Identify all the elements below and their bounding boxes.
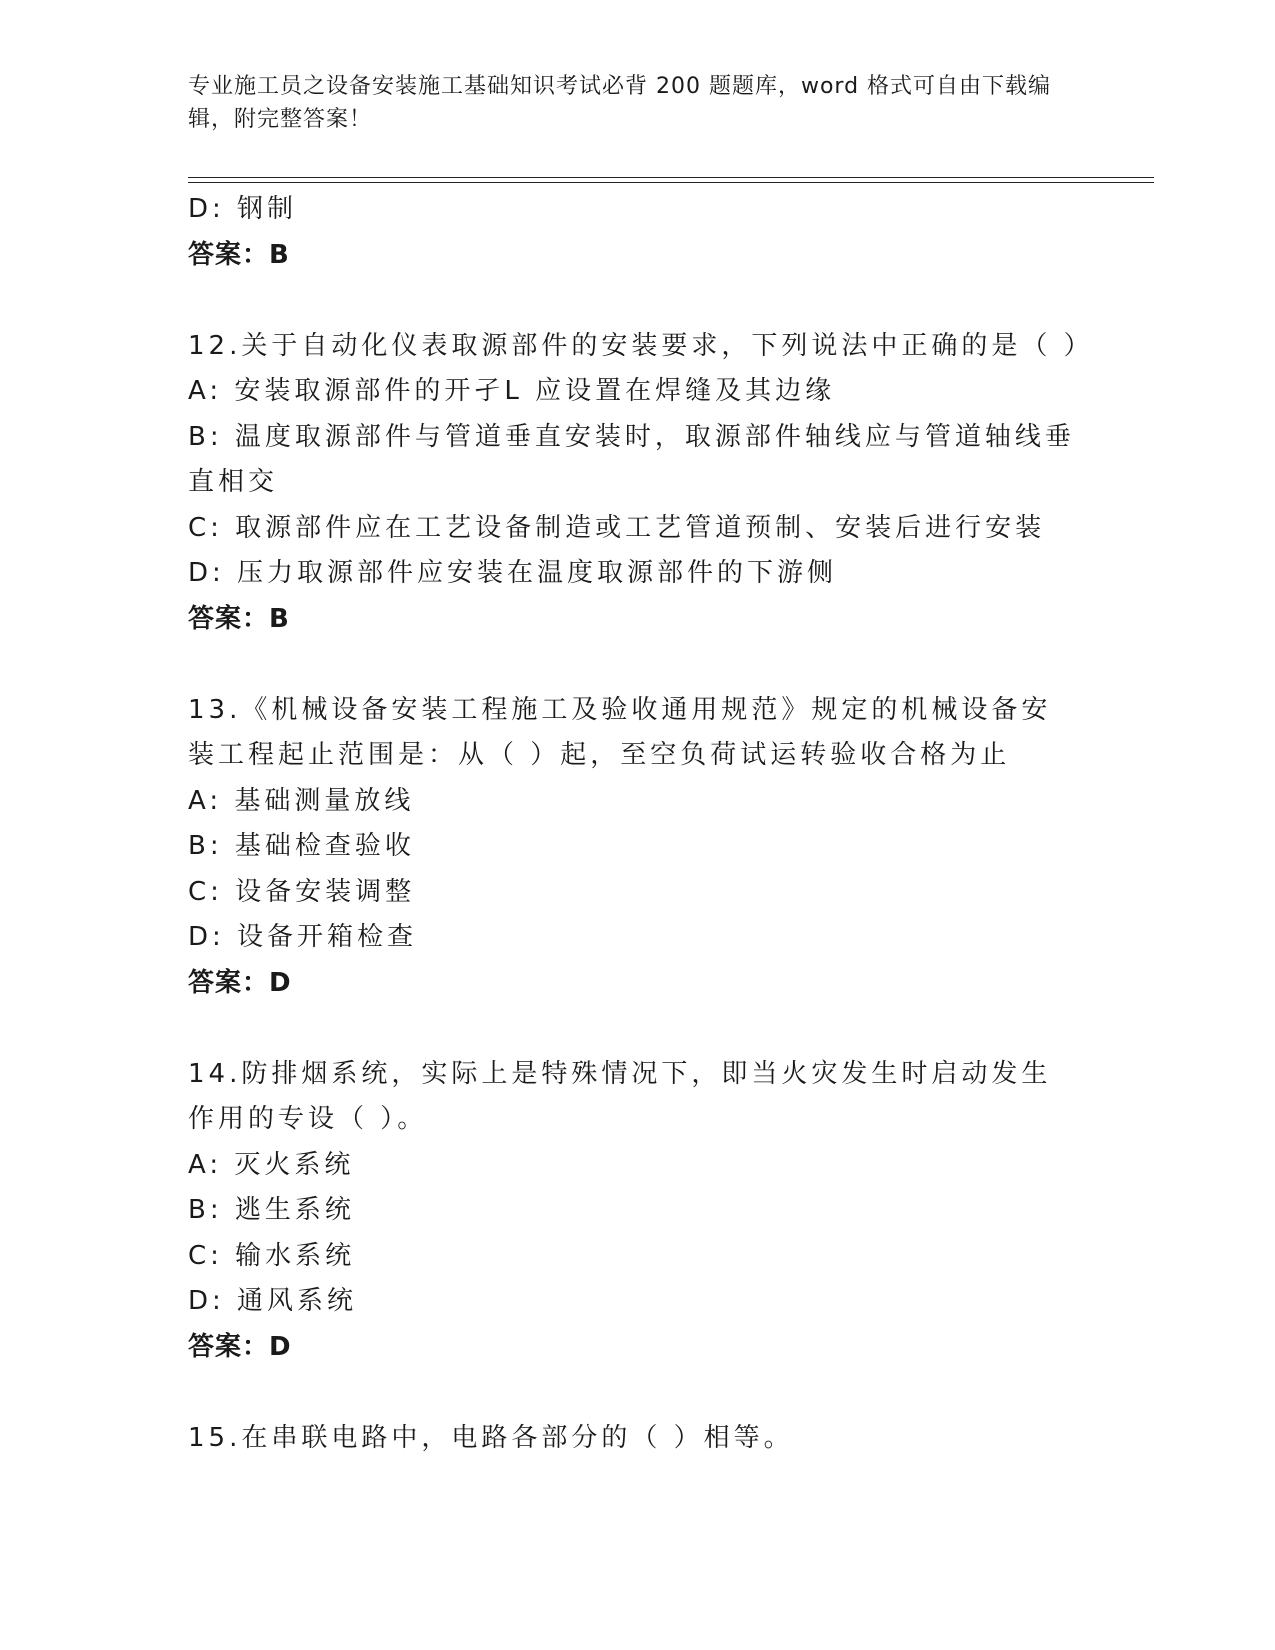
answer-line: 答案：B <box>188 239 290 270</box>
option-b: B: 基础检查验收 <box>188 831 415 861</box>
header-rule-bottom <box>188 182 1154 183</box>
option-a: A: 基础测量放线 <box>188 785 415 816</box>
option-d: D: 压力取源部件应安装在温度取源部件的下游侧 <box>188 558 838 588</box>
answer-line: 答案：D <box>188 1331 292 1362</box>
answer-line: 答案：B <box>188 603 290 634</box>
option-a: A: 安装取源部件的开孑L 应设置在焊缝及其边缘 <box>188 376 836 406</box>
question-12-stem: 12.关于自动化仪表取源部件的安装要求，下列说法中正确的是（ ） <box>188 330 1094 361</box>
option-a: A: 灭火系统 <box>188 1149 355 1180</box>
option-b: B: 温度取源部件与管道垂直安装时，取源部件轴线应与管道轴线垂直相交 <box>188 421 1075 497</box>
option-c: C: 取源部件应在工艺设备制造或工艺管道预制、安装后进行安装 <box>188 512 1046 543</box>
answer-line: 答案：D <box>188 967 292 998</box>
option-c: C: 输水系统 <box>188 1240 356 1271</box>
document-header: 专业施工员之设备安装施工基础知识考试必背 200 题题库，word 格式可自由下载编辑，附完整答案！ <box>188 74 1052 132</box>
option-c: C: 设备安装调整 <box>188 876 416 907</box>
question-13-stem: 13.《机械设备安装工程施工及验收通用规范》规定的机械设备安装工程起止范围是：从（ ）起，至空负荷试运转验收合格为止 <box>188 694 1052 770</box>
option-d: D: 钢制 <box>188 194 298 224</box>
question-15-stem: 15.在串联电路中，电路各部分的（ ）相等。 <box>188 1422 794 1453</box>
option-b: B: 逃生系统 <box>188 1195 355 1225</box>
option-d: D: 通风系统 <box>188 1286 358 1316</box>
header-rule-top <box>188 177 1154 178</box>
question-list <box>188 187 1094 1461</box>
question-14-stem: 14.防排烟系统，实际上是特殊情况下，即当火灾发生时启动发生作用的专设（ ）。 <box>188 1058 1052 1134</box>
option-d: D: 设备开箱检查 <box>188 922 418 952</box>
